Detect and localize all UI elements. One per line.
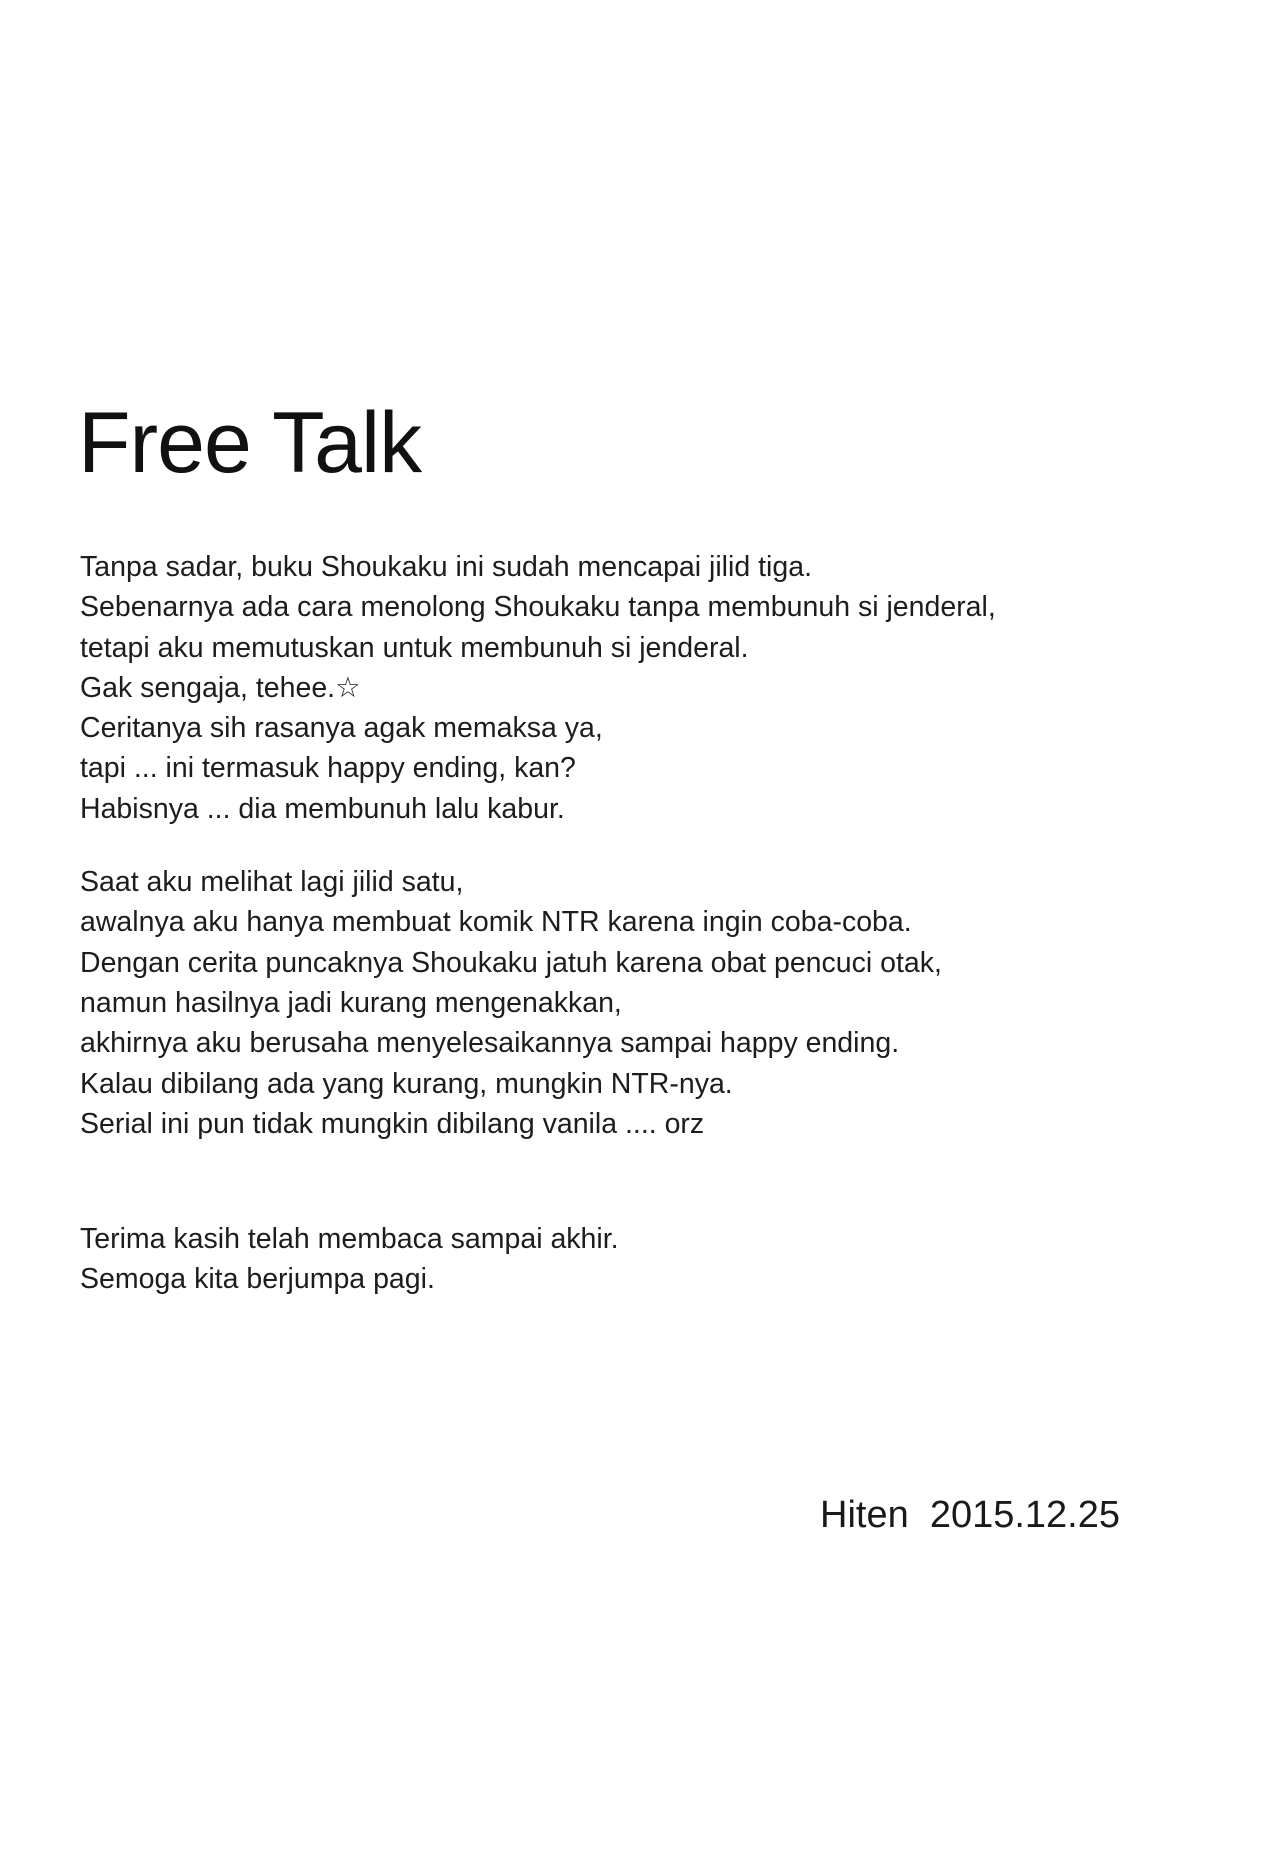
paragraph xyxy=(80,862,1200,1144)
text-line: namun hasilnya jadi kurang mengenakkan, xyxy=(80,986,622,1019)
text-line: Habisnya ... dia membunuh lalu kabur. xyxy=(80,792,565,825)
page-title: Free Talk xyxy=(78,395,422,491)
text-line: akhirnya aku berusaha menyelesaikannya sampai happy ending. xyxy=(80,1027,900,1060)
paragraph xyxy=(80,1219,1200,1300)
text-line: awalnya aku hanya membuat komik NTR karena ingin coba-coba. xyxy=(80,906,912,939)
paragraph-spacer xyxy=(80,829,1200,862)
paragraph xyxy=(80,547,1200,829)
text-line: Tanpa sadar, buku Shoukaku ini sudah mencapai jilid tiga. xyxy=(80,551,812,583)
text-line: Semoga kita berjumpa pagi. xyxy=(80,1263,435,1296)
text-line: Ceritanya sih rasanya agak memaksa ya, xyxy=(80,712,603,745)
text-line: tapi ... ini termasuk happy ending, kan? xyxy=(80,752,576,785)
text-line: Kalau dibilang ada yang kurang, mungkin NTR-nya. xyxy=(80,1067,733,1100)
text-line: Sebenarnya ada cara menolong Shoukaku tanpa membunuh si jenderal, xyxy=(80,591,996,624)
paragraph-spacer xyxy=(80,1144,1200,1219)
author-signature: Hiten 2015.12.25 xyxy=(820,1494,1121,1536)
free-talk-body xyxy=(80,547,1200,1300)
text-line: Dengan cerita puncaknya Shoukaku jatuh karena obat pencuci otak, xyxy=(80,946,942,979)
text-line: tetapi aku memutuskan untuk membunuh si jenderal. xyxy=(80,631,749,664)
text-line: Saat aku melihat lagi jilid satu, xyxy=(80,866,464,899)
text-line: Terima kasih telah membaca sampai akhir. xyxy=(80,1223,619,1256)
text-line: Serial ini pun tidak mungkin dibilang vanila .... orz xyxy=(80,1107,705,1140)
text-line: Gak sengaja, tehee.☆ xyxy=(80,671,361,704)
